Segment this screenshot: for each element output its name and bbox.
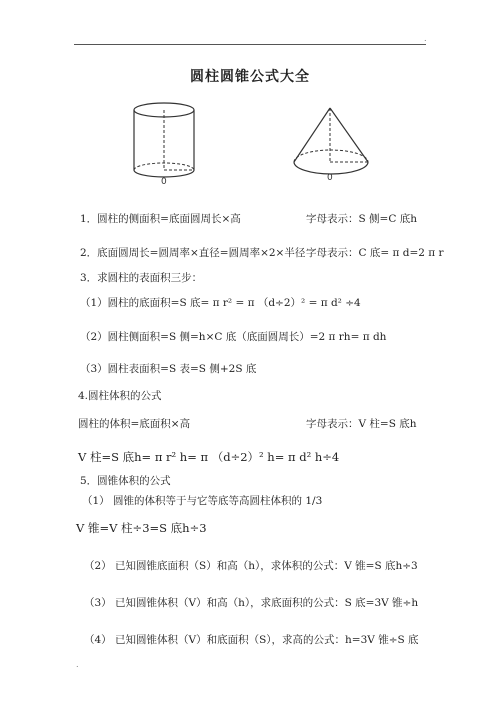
cone-right-side [330, 108, 368, 162]
text-line: V 锥=V 柱÷3=S 底h÷3 [76, 521, 207, 535]
text-line: （1） 圆锥的体积等于与它等底等高圆柱体积的 1/3 [82, 495, 323, 507]
text-line: V 柱=S 底h= π r² h= π （d÷2）² h= π d² h÷4 [78, 450, 340, 464]
text-line: （2）圆柱侧面积=S 侧=h×C 底（底面圆周长）=2 π rh= π dh [80, 331, 387, 343]
page-title: 圆柱圆锥公式大全 [190, 69, 310, 85]
text-line: 圆柱的体积=底面积×高 [78, 418, 191, 430]
text-line: （2） 已知圆锥底面积（S）和高（h），求体积的公式：V 锥=S 底h÷3 [84, 560, 418, 572]
cone-figure [284, 100, 384, 188]
text-line: 3．求圆柱的表面积三步： [80, 272, 203, 284]
text-line: 字母表示：C 底= π d=2 π r [306, 247, 444, 259]
corner-mark-top-right: . [424, 34, 427, 43]
text-line: 5．圆锥体积的公式 [80, 475, 171, 487]
top-rule [74, 44, 426, 45]
text-line: （3）圆柱表面积=S 表=S 侧+2S 底 [80, 363, 257, 375]
text-line: 1．圆柱的侧面积=底面圆周长×高 [80, 213, 241, 225]
text-line: 4.圆柱体积的公式 [78, 390, 162, 402]
text-line: （4） 已知圆锥体积（V）和底面积（S），求高的公式：h=3V 锥÷S 底 [84, 634, 419, 646]
text-line: 字母表示：V 柱=S 底h [306, 418, 417, 430]
cylinder-center-label: 0 [161, 177, 167, 187]
text-line: （3） 已知圆锥体积（V）和高（h），求底面积的公式：S 底=3V 锥÷h [84, 597, 419, 609]
cylinder-figure [118, 96, 210, 188]
text-line: （1）圆柱的底面积=S 底= π r² = π （d÷2）² = π d² ÷4 [80, 297, 361, 309]
text-line: 字母表示：S 侧=C 底h [306, 213, 417, 225]
cone-center-label: 0 [327, 173, 333, 183]
cone-bottom-back [294, 150, 368, 162]
cylinder-bottom-front [134, 170, 194, 177]
corner-mark-bottom-left: . [76, 660, 79, 669]
text-line: 2．底面圆周长=圆周率×直径=圆周率×2×半径 [80, 247, 306, 259]
cone-left-side [294, 108, 330, 162]
